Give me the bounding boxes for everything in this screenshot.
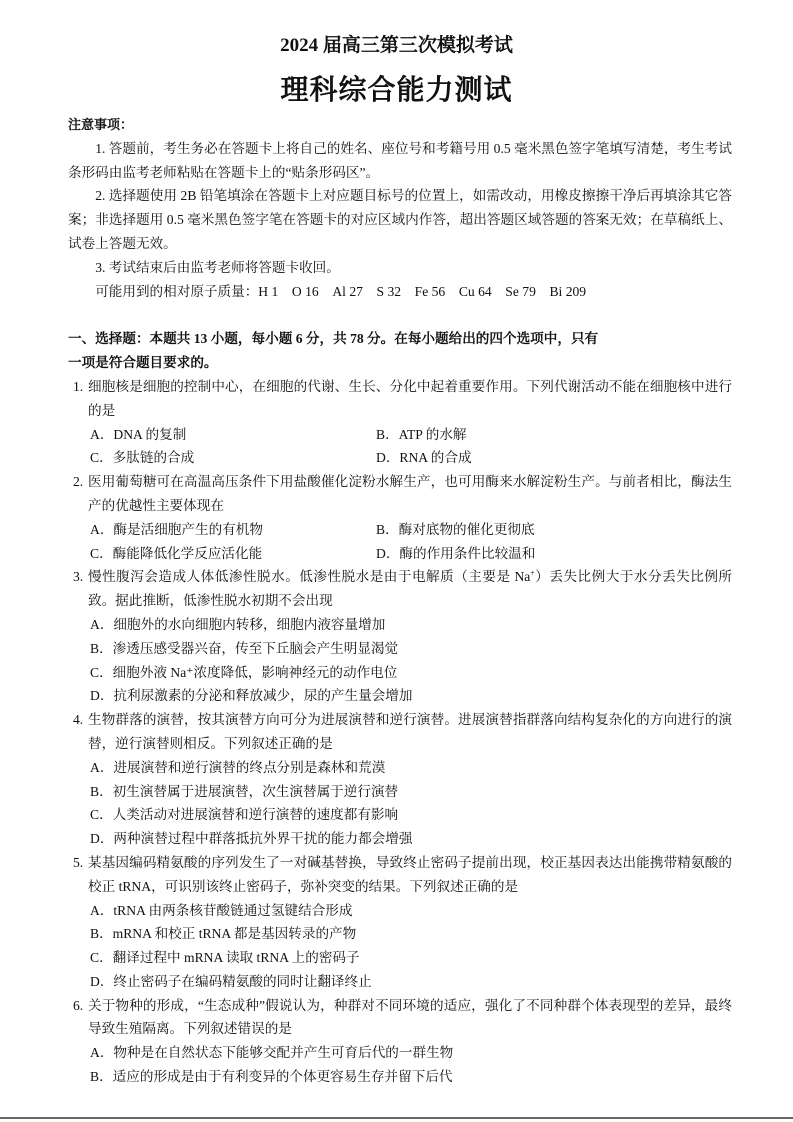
question-number: 5. bbox=[73, 854, 84, 870]
option-a: A．酶是活细胞产生的有机物 bbox=[90, 521, 263, 537]
option-b: B．初生演替属于进展演替，次生演替属于逆行演替 bbox=[90, 783, 399, 799]
option-a: A．DNA 的复制 bbox=[90, 426, 187, 442]
option-d: D．RNA 的合成 bbox=[376, 450, 472, 466]
section-heading bbox=[68, 327, 732, 375]
option-b: B．渗透压感受器兴奋，传至下丘脑会产生明显渴觉 bbox=[90, 640, 399, 656]
options bbox=[68, 756, 732, 851]
question-stem: 某基因编码精氨酸的序列发生了一对碱基替换，导致终止密码子提前出现，校正基因表达出能携带精氨酸的校正 tRNA，可识别该终止密码子，弥补突变的结果。下列叙述正确的是 bbox=[88, 854, 732, 894]
option-a: A．细胞外的水向细胞内转移，细胞内液容量增加 bbox=[90, 616, 386, 632]
question-stem: 生物群落的演替，按其演替方向可分为进展演替和逆行演替。进展演替指群落向结构复杂化的方向进行的演替，逆行演替则相反。下列叙述正确的是 bbox=[88, 712, 732, 751]
options bbox=[68, 613, 732, 708]
option-d: D．抗利尿激素的分泌和释放减少，尿的产生量会增加 bbox=[90, 688, 413, 704]
question-number: 2. bbox=[73, 474, 84, 490]
option-c: C．翻译过程中 mRNA 读取 tRNA 上的密码子 bbox=[90, 950, 360, 966]
question-number: 6. bbox=[73, 997, 84, 1013]
question-5 bbox=[68, 851, 732, 899]
option-d: D．酶的作用条件比较温和 bbox=[376, 545, 536, 561]
notes-heading: 注意事项： bbox=[68, 117, 134, 132]
option-c: C．多肽链的合成 bbox=[90, 450, 195, 466]
option-b: B．ATP 的水解 bbox=[376, 426, 467, 442]
question-number: 3. bbox=[73, 569, 84, 585]
question-number: 4. bbox=[73, 712, 84, 728]
page-content bbox=[68, 113, 732, 1089]
option-c: C．人类活动对进展演替和逆行演替的速度都有影响 bbox=[90, 807, 399, 823]
option-c: C．细胞外液 Na⁺浓度降低，影响神经元的动作电位 bbox=[90, 664, 398, 680]
question-stem-part: 慢性腹泻会造成人体低渗性脱水。低渗性脱水是由于电解质（主要是 Na bbox=[88, 569, 531, 585]
options bbox=[68, 899, 732, 994]
question-stem: 医用葡萄糖可在高温高压条件下用盐酸催化淀粉水解生产，也可用酶来水解淀粉生产。与前者相比，酶法生产的优越性主要体现在 bbox=[88, 474, 732, 513]
exam-subtitle: 理科综合能力测试 bbox=[280, 75, 513, 106]
option-b: B．酶对底物的催化更彻底 bbox=[376, 521, 535, 537]
note-item: 1. 答题前，考生务必在答题卡上将自己的姓名、座位号和考籍号用 0.5 毫米黑色签字笔填写清楚，考生考试条形码由监考老师粘贴在答题卡上的“贴条形码区”。 bbox=[68, 140, 732, 180]
superscript-plus: + bbox=[530, 568, 535, 578]
options bbox=[68, 518, 732, 566]
section-heading-text: 一、选择题：本题共 13 小题，每小题 6 分，共 78 分。在每小题给出的四个选项中，只有一项是符合题目要求的。 bbox=[68, 331, 599, 371]
question-3 bbox=[68, 565, 732, 613]
question-1 bbox=[68, 375, 732, 423]
page-bottom-divider bbox=[0, 1117, 793, 1119]
exam-title: 2024 届高三第三次模拟考试 bbox=[280, 35, 513, 56]
options bbox=[68, 423, 732, 471]
question-stem: 细胞核是细胞的控制中心，在细胞的代谢、生长、分化中起着重要作用。下列代谢活动不能在细胞核中进行的是 bbox=[88, 378, 732, 418]
option-b: B．适应的形成是由于有利变异的个体更容易生存并留下后代 bbox=[90, 1069, 453, 1085]
options bbox=[68, 1041, 732, 1089]
option-c: C．酶能降低化学反应活化能 bbox=[90, 545, 263, 561]
question-4 bbox=[68, 708, 732, 756]
option-d: D．两种演替过程中群落抵抗外界干扰的能力都会增强 bbox=[90, 831, 413, 847]
atomic-mass-line: 可能用到的相对原子质量：H 1 O 16 Al 27 S 32 Fe 56 Cu 64 Se 79 Bi 209 bbox=[95, 283, 587, 299]
option-a: A．tRNA 由两条核苷酸链通过氢键结合形成 bbox=[90, 902, 353, 918]
question-stem: 关于物种的形成，“生态成种”假说认为，种群对不同环境的适应，强化了不同种群个体表现型的差异，最终导致生殖隔离。下列叙述错误的是 bbox=[88, 997, 732, 1037]
question-2 bbox=[68, 470, 732, 518]
question-number: 1. bbox=[73, 378, 84, 394]
note-item: 3. 考试结束后由监考老师将答题卡收回。 bbox=[95, 259, 340, 275]
option-b: B．mRNA 和校正 tRNA 都是基因转录的产物 bbox=[90, 926, 357, 942]
question-stem-part: ）丢失比例大于水分丢失比例所致。据此推断，低渗性脱水初期不会出现 bbox=[88, 569, 733, 609]
option-a: A．进展演替和逆行演替的终点分别是森林和荒漠 bbox=[90, 759, 386, 775]
option-a: A．物种是在自然状态下能够交配并产生可育后代的一群生物 bbox=[90, 1045, 454, 1061]
question-6 bbox=[68, 994, 732, 1042]
note-item: 2. 选择题使用 2B 铅笔填涂在答题卡上对应题目标号的位置上，如需改动，用橡皮擦擦干净后再填涂其它答案；非选择题用 0.5 毫米黑色签字笔在答题卡的对应区域内作答，超出答题区域答题的答案无效；在草稿纸上、试卷上答题无效。 bbox=[68, 188, 732, 251]
option-d: D．终止密码子在编码精氨酸的同时让翻译终止 bbox=[90, 973, 372, 989]
